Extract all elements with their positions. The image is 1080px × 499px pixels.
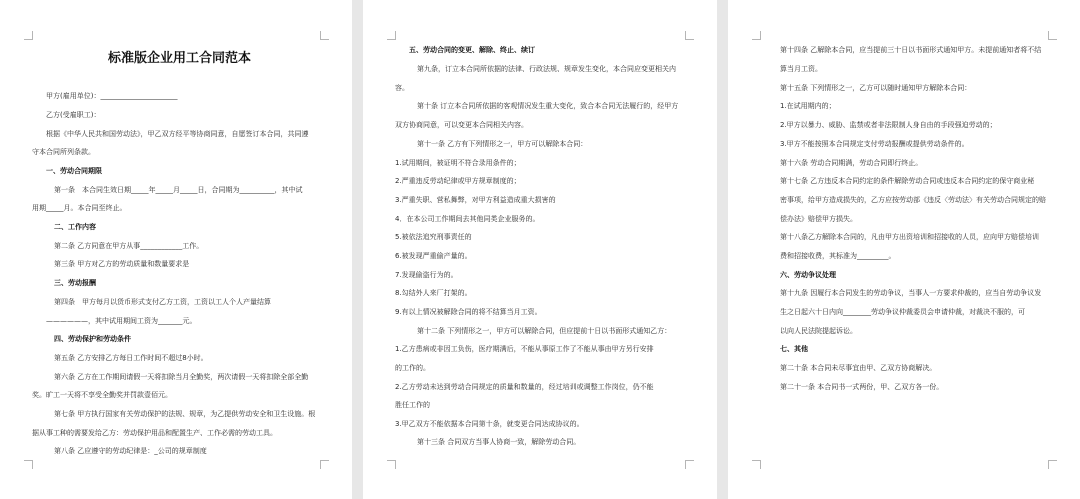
text-line: 生之日起六十日内向________劳动争议仲裁委员会申请仲裁，对裁决不服的，可 (780, 308, 1025, 316)
text-line: 甲方(雇用单位)：______________________ (46, 92, 178, 100)
text-line: 第十六条 劳动合同期满，劳动合同即行终止。 (780, 159, 923, 167)
page-corner-mark (387, 31, 396, 40)
section-heading: 三、劳动报酬 (54, 279, 96, 287)
text-line: 1.乙方患病或非因工负伤，医疗期满后，不能从事原工作了不能从事由甲方另行安排 (395, 345, 654, 353)
text-line: 用期_____月。本合同至终止。 (32, 204, 127, 212)
section-heading: 五、劳动合同的变更、解除、终止、续订 (409, 46, 535, 54)
document-page-2 (363, 0, 717, 499)
page-corner-mark (24, 460, 33, 469)
page-corner-mark (320, 31, 329, 40)
text-line: 3.甲乙双方不能依据本合同第十条，就变更合同达成协议的。 (395, 420, 584, 428)
text-line: 第一条 本合同生效日期_____年_____月_____日，合同期为__________，其中试 (54, 186, 303, 194)
section-heading: 一、劳动合同期限 (46, 167, 102, 175)
text-line: 的工作的。 (395, 364, 430, 372)
text-line: 第十一条 乙方有下列情形之一，甲方可以解除本合同： (417, 140, 588, 148)
section-heading: 四、劳动保护和劳动条件 (54, 335, 131, 343)
text-line: 据从事工种的需要发给乙方：劳动保护用品和配置生产、工作必需的劳动工具。 (32, 429, 277, 437)
page-corner-mark (752, 31, 761, 40)
text-line: 费和招接收费，其标准为_________。 (780, 252, 896, 260)
text-line: 算当月工资。 (780, 65, 822, 73)
document-title: 标准版企业用工合同范本 (108, 51, 252, 66)
text-line: 第十八条乙方解除本合同的，凡由甲方出资培训和招接收的人员，应向甲方赔偿培训 (780, 233, 1039, 241)
text-line: 6.被发现严重偷产量的。 (395, 252, 472, 260)
text-line: 第十二条 下列情形之一，甲方可以解除合同，但应提前十日以书面形式通知乙方： (417, 327, 672, 335)
text-line: 第六条 乙方在工作期间请假一天将扣除当月全勤奖，两次请假一天将扣除全部全勤 (54, 373, 309, 381)
text-line: 第三条 甲方对乙方的劳动质量和数量要求是 (54, 260, 190, 268)
text-line: 偿办法》赔偿甲方损失。 (780, 215, 857, 223)
text-line: 第十九条 因履行本合同发生的劳动争议，当事人一方要求仲裁的，应当自劳动争议发 (780, 289, 1042, 297)
text-line: ——————，其中试用期间工资为_______元。 (46, 317, 197, 325)
section-heading: 二、工作内容 (54, 223, 96, 231)
page-corner-mark (387, 460, 396, 469)
page-corner-mark (320, 460, 329, 469)
text-line: 奖。旷工一天将不享受全勤奖并罚款壹佰元。 (32, 391, 172, 399)
text-line: 第八条 乙应遵守的劳动纪律是：_公司的规章制度 (54, 447, 207, 455)
text-line: 8.勾结外人来厂打架的。 (395, 289, 472, 297)
page-corner-mark (1048, 460, 1057, 469)
text-line: 第十条 订立本合同所依据的客观情况发生重大变化，致合本合同无法履行的，经甲方 (417, 102, 679, 110)
text-line: 第四条 甲方每月以货币形式支付乙方工资，工资以工人个人产量结算 (54, 298, 271, 306)
section-heading: 六、劳动争议处理 (780, 271, 836, 279)
text-line: 2.严重违反劳动纪律或甲方规章制度的； (395, 177, 521, 185)
text-line: 7.发现偷盗行为的。 (395, 271, 458, 279)
text-line: 第二条 乙方同意在甲方从事____________工作。 (54, 242, 204, 250)
text-line: 以向人民法院提起诉讼。 (780, 327, 857, 335)
section-heading: 七、其他 (780, 345, 808, 353)
text-line: 5.被依法追究刑事责任的 (395, 233, 472, 241)
text-line: 2.乙方劳动未达到劳动合同规定的质量和数量的，经过培训或调整工作岗位，仍不能 (395, 383, 654, 391)
text-line: 胜任工作的 (395, 401, 430, 409)
page-corner-mark (24, 31, 33, 40)
text-line: 第十五条 下列情形之一，乙方可以随时通知甲方解除本合同： (780, 84, 972, 92)
text-line: 1.试用期间，被证明不符合录用条件的； (395, 159, 521, 167)
text-line: 9.有以上情况被解除合同的将不结算当月工资。 (395, 308, 542, 316)
page-corner-mark (685, 460, 694, 469)
text-line: 4．在本公司工作期间去其他同类企业服务的。 (395, 215, 540, 223)
text-line: 1.在试用期内的； (780, 102, 836, 110)
text-line: 容。 (395, 84, 409, 92)
text-line: 第七条 甲方执行国家有关劳动保护的法规、规章，为乙提供劳动安全和卫生设施。根 (54, 410, 316, 418)
text-line: 第二十一条 本合同书一式两份，甲、乙双方各一份。 (780, 383, 944, 391)
text-line: 第十七条 乙方违反本合同约定的条件解除劳动合同或违反本合同约定的保守商业秘 (780, 177, 1035, 185)
document-page-1 (0, 0, 352, 499)
page-corner-mark (1048, 31, 1057, 40)
page-corner-mark (752, 460, 761, 469)
text-line: 密事项，给甲方造成损失的，乙方应按劳动部《违反〈劳动法〉有关劳动合同规定的赔 (780, 196, 1046, 204)
text-line: 乙方(受雇职工)： (46, 111, 101, 119)
text-line: 3.甲方不能按照本合同规定支付劳动报酬或提供劳动条件的。 (780, 140, 969, 148)
text-line: 第十三条 合同双方当事人协商一致，解除劳动合同。 (417, 438, 581, 446)
text-line: 第五条 乙方安排乙方每日工作时间不超过8小时。 (54, 354, 208, 362)
text-line: 3.严重失职、营私舞弊，对甲方利益造成重大损害的 (395, 196, 556, 204)
document-page-3 (728, 0, 1080, 499)
text-line: 双方协商同意，可以变更本合同相关内容。 (395, 121, 528, 129)
text-line: 第二十条 本合同未尽事宜由甲、乙双方协商解决。 (780, 364, 937, 372)
text-line: 第十四条 乙解除本合同，应当提前三十日以书面形式通知甲方。未提前通知者将不结 (780, 46, 1042, 54)
text-line: 根据《中华人民共和国劳动法》，甲乙双方经平等协商同意，自愿签订本合同，共同遵 (46, 130, 309, 138)
text-line: 第九条，订立本合同所依据的法律、行政法规、规章发生变化，本合同应变更相关内 (417, 65, 676, 73)
text-line: 2.甲方以暴力、威胁、监禁或者非法限制人身自由的手段强迫劳动的； (780, 121, 997, 129)
page-corner-mark (685, 31, 694, 40)
text-line: 守本合同所列条款。 (32, 148, 95, 156)
